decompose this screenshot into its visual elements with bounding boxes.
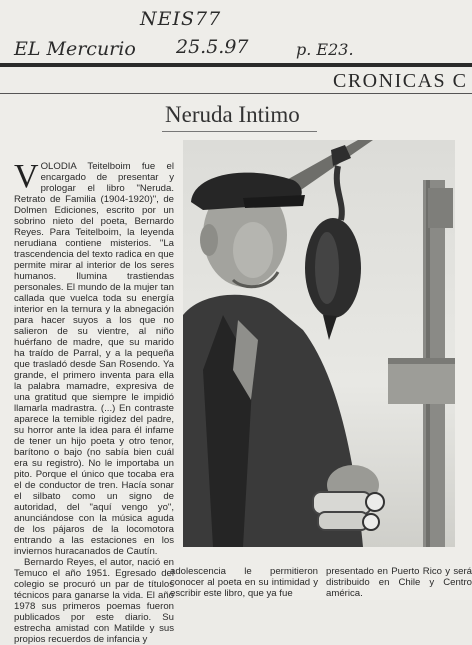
article-continuation-middle: adolescencia le permitieron conocer al poeta en su intimidad y escribir este libro, que ya fue [170, 566, 318, 599]
portrait-photo [183, 140, 455, 547]
portrait-illustration [183, 140, 455, 547]
article-continuation-right: presentado en Puerto Rico y será distribuido en Chile y Centro américa. [326, 566, 472, 599]
dropcap: V [14, 158, 39, 195]
section-rule [0, 93, 472, 94]
paragraph-1-text: OLODIA Teitelboim fue el encargado de presentar y prologar el libro "Neruda. Retrato de Familia (1904-1920)", de Dolmen Ediciones, escrito por un sobrino nieto del poeta, Bernardo Reyes. Para Teitelboim, la leyenda nerudiana contiene misterios. "La trascendencia del texto radica en que permite mirar al interior de los seres humanos. Ilumina trastiendas personales. El mundo de la mujer tan callada que vuelca toda su energía interior en la ternura y la abnegación para hacer suyos a los que no salieron de su vientre, al niño huérfano de madre, que su marido ha traído de Parral, y a la pequeña que trasladó desde San Rosendo. Ya grande, el primero inventa para ella la palabra mamadre, expresiva de una gratitud que siempre le impidió llamarla madrastra. (...) En contraste aparece la temible rigidez del padre, su horror ante la idea para él infame de tener un hijo poeta y otro tenor, barítono o bajo (no sabía bien cuál era su registro). No le importaba un pito. Porque el único que tocaba era el de conductor de tren. Hacía sonar el silbato como un signo de autoridad, del "aquí vengo yo", anunciándose con la música aguda de los pájaros de la locomotora entrando a las estaciones en los inviernos huracanados de Cautín. [14, 161, 174, 557]
section-header: CRONICAS C [333, 70, 468, 92]
article-paragraph-2: Bernardo Reyes, el autor, nació en Temuco el año 1951. Egresado del colegio se procuró un par de títulos técnicos para ganarse la vida. El año 1978 sus primeros poemas fueron publicados por este diario. Su estrecha amistad con Matilde y sus propios recuerdos de infancia y [14, 557, 174, 645]
archive-code: NEIS77 [140, 8, 222, 30]
wooden-crossbeam [388, 358, 455, 404]
headline: Neruda Intimo [165, 102, 300, 127]
article-column [14, 158, 174, 645]
headline-rule [162, 131, 317, 132]
article-paragraph-1 [14, 158, 174, 557]
binoculars-icon [313, 492, 371, 514]
page-annotation: p. E23. [296, 40, 354, 59]
source-annotation: EL Mercurio [14, 38, 136, 60]
date-annotation: 25.5.97 [176, 36, 249, 58]
top-rule [0, 63, 472, 67]
